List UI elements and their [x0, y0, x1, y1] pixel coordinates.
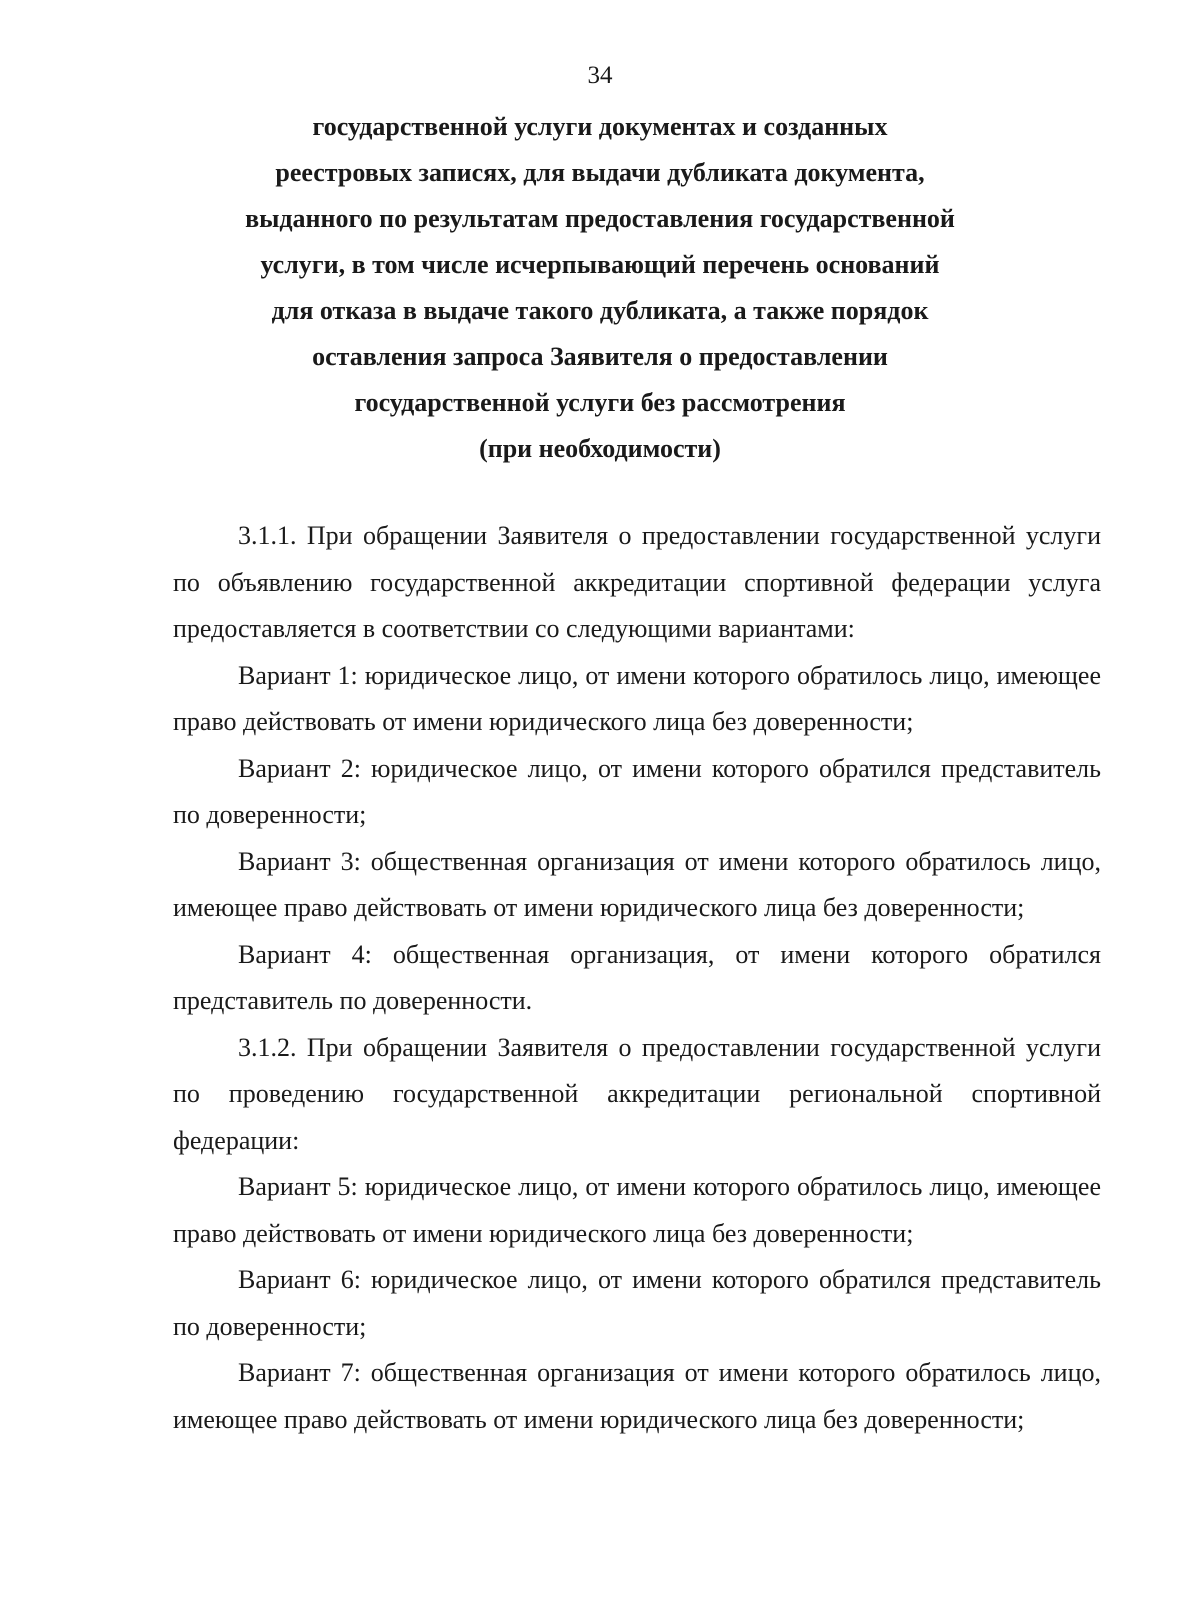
- heading-line: для отказа в выдаче такого дубликата, а также порядок: [271, 296, 929, 325]
- section-heading: [240, 104, 960, 472]
- heading-line: реестровых записях, для выдачи дубликата документа,: [275, 158, 925, 187]
- heading-line: услуги, в том числе исчерпывающий перечень оснований: [260, 250, 940, 279]
- paragraph-variant-6: Вариант 6: юридическое лицо, от имени которого обратился представитель по доверенности;: [173, 1265, 1101, 1341]
- paragraph-3-1-2: 3.1.2. При обращении Заявителя о предоставлении государственной услуги по проведению государственной аккредитации региональной спортивной федерации:: [173, 1032, 1101, 1155]
- heading-line: (при необходимости): [479, 434, 721, 463]
- heading-line: оставления запроса Заявителя о предоставлении: [312, 342, 888, 371]
- paragraph-variant-7: Вариант 7: общественная организация от имени которого обратилось лицо, имеющее право действовать от имени юридического лица без доверенности;: [173, 1358, 1101, 1434]
- document-body: [173, 513, 1101, 1443]
- paragraph-variant-3: Вариант 3: общественная организация от имени которого обратилось лицо, имеющее право действовать от имени юридического лица без доверенности;: [173, 846, 1101, 922]
- paragraph-variant-4: Вариант 4: общественная организация, от имени которого обратился представитель по доверенности.: [173, 939, 1101, 1015]
- heading-line: выданного по результатам предоставления государственной: [245, 204, 955, 233]
- paragraph-3-1-1: 3.1.1. При обращении Заявителя о предоставлении государственной услуги по объявлению государственной аккредитации спортивной федерации услуга предоставляется в соответствии со следующими вариантами:: [173, 521, 1101, 643]
- paragraph-variant-5: Вариант 5: юридическое лицо, от имени которого обратилось лицо, имеющее право действовать от имени юридического лица без доверенности;: [173, 1172, 1101, 1248]
- heading-line: государственной услуги без рассмотрения: [354, 388, 846, 417]
- page-number: 34: [587, 62, 613, 89]
- paragraph-variant-1: Вариант 1: юридическое лицо, от имени которого обратилось лицо, имеющее право действовать от имени юридического лица без доверенности;: [173, 660, 1101, 736]
- paragraph-variant-2: Вариант 2: юридическое лицо, от имени которого обратился представитель по доверенности;: [173, 753, 1101, 829]
- heading-line: государственной услуги документах и созданных: [312, 112, 888, 141]
